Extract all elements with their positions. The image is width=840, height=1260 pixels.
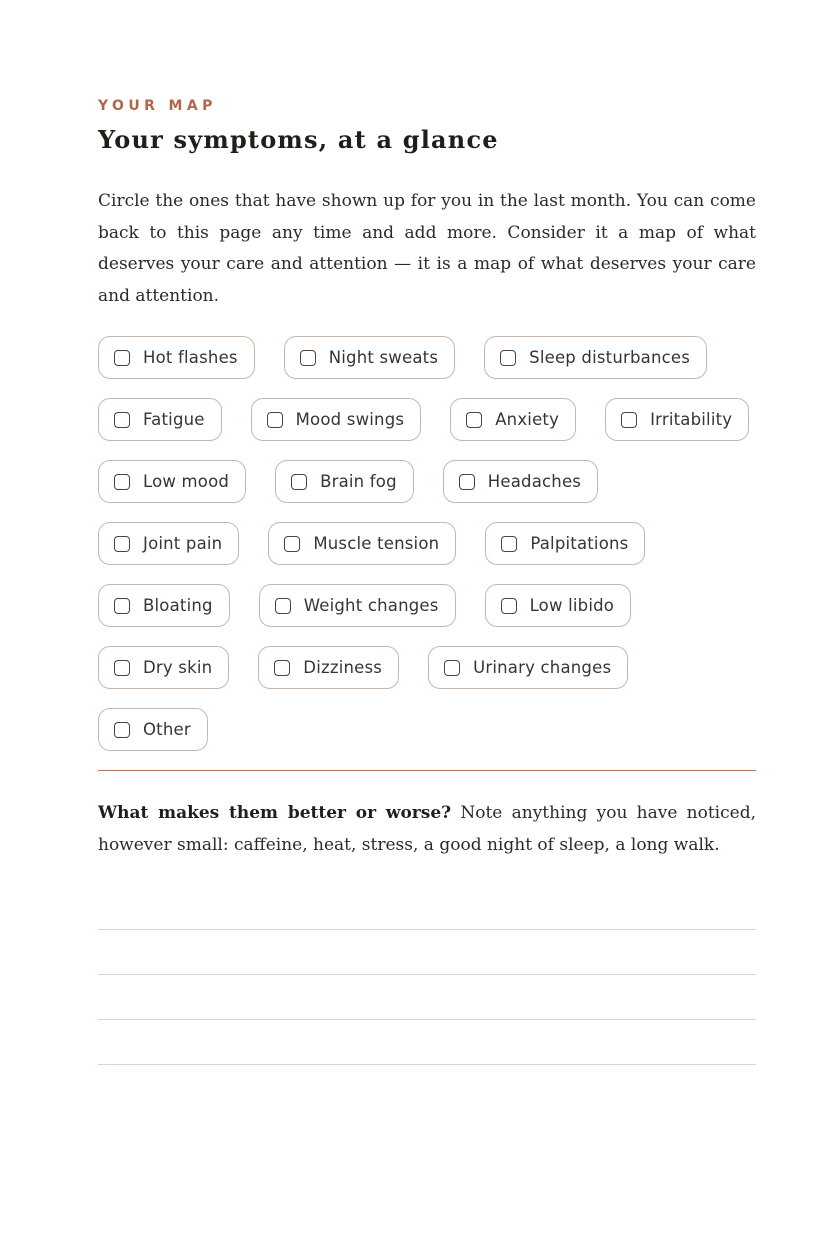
symptom-chip[interactable] [485, 584, 632, 627]
page-title: Your symptoms, at a glance [98, 125, 499, 154]
checkbox-icon[interactable] [300, 350, 316, 366]
symptom-chip[interactable] [259, 584, 456, 627]
checkbox-icon[interactable] [466, 412, 482, 428]
symptom-label: Low mood [143, 472, 230, 491]
symptom-chip[interactable] [251, 398, 422, 441]
symptom-label: Other [143, 720, 191, 739]
symptom-chip[interactable] [484, 336, 707, 379]
checkbox-icon[interactable] [444, 660, 460, 676]
checkbox-icon[interactable] [114, 660, 130, 676]
symptom-row [98, 646, 756, 691]
symptom-label: Headaches [487, 472, 582, 491]
symptom-label: Bloating [143, 596, 213, 615]
section-divider [98, 770, 756, 771]
symptom-label: Fatigue [143, 410, 205, 429]
checkbox-icon[interactable] [501, 598, 517, 614]
symptom-row [98, 584, 756, 629]
symptom-chip[interactable] [98, 460, 246, 503]
symptom-chip[interactable] [268, 522, 456, 565]
symptom-label: Joint pain [143, 534, 223, 553]
intro-paragraph: Circle the ones that have shown up for you in the last month. You can come back to this page any time and add more. Consider it a map of what deserves your care and attention — it is a map of what deserves your care and attention. [98, 191, 756, 306]
symptom-label: Mood swings [295, 410, 405, 429]
symptom-chip[interactable] [98, 336, 255, 379]
page-content [98, 96, 756, 1109]
symptom-chip[interactable] [98, 584, 230, 627]
symptom-chip[interactable] [98, 708, 208, 751]
prompt-body: Note anything you have noticed, however small: caffeine, heat, stress, a good night of sleep, a long walk. [98, 803, 756, 855]
writing-lines [98, 929, 756, 1065]
checkbox-icon[interactable] [114, 536, 130, 552]
symptom-label: Dry skin [143, 658, 213, 677]
symptom-label: Palpitations [530, 534, 629, 553]
symptom-row [98, 708, 756, 753]
writing-line[interactable] [98, 929, 756, 930]
symptom-chip[interactable] [275, 460, 414, 503]
symptom-chip[interactable] [284, 336, 455, 379]
writing-line[interactable] [98, 1019, 756, 1020]
checkbox-icon[interactable] [500, 350, 516, 366]
symptom-row [98, 336, 756, 381]
symptom-label: Urinary changes [473, 658, 612, 677]
symptom-row [98, 522, 756, 567]
checkbox-icon[interactable] [459, 474, 475, 490]
symptom-chip[interactable] [98, 522, 239, 565]
checkbox-icon[interactable] [114, 722, 130, 738]
symptom-label: Muscle tension [313, 534, 440, 553]
checkbox-icon[interactable] [501, 536, 517, 552]
prompt-lead: What makes them better or worse? [98, 803, 452, 823]
symptom-label: Weight changes [303, 596, 439, 615]
symptom-label: Low libido [529, 596, 615, 615]
symptom-label: Brain fog [320, 472, 397, 491]
checkbox-icon[interactable] [274, 660, 290, 676]
checkbox-icon[interactable] [621, 412, 637, 428]
symptom-chip[interactable] [428, 646, 628, 689]
symptom-chip[interactable] [485, 522, 645, 565]
checkbox-icon[interactable] [114, 412, 130, 428]
writing-line[interactable] [98, 974, 756, 975]
symptom-label: Anxiety [495, 410, 560, 429]
checkbox-icon[interactable] [291, 474, 307, 490]
section-eyebrow: YOUR MAP [98, 98, 217, 114]
symptom-chip[interactable] [605, 398, 749, 441]
checkbox-icon[interactable] [284, 536, 300, 552]
symptom-chip[interactable] [98, 398, 222, 441]
checkbox-icon[interactable] [114, 598, 130, 614]
symptom-chip[interactable] [443, 460, 598, 503]
symptom-label: Sleep disturbances [529, 348, 691, 367]
writing-line[interactable] [98, 1064, 756, 1065]
symptom-chip[interactable] [98, 646, 229, 689]
checkbox-icon[interactable] [267, 412, 283, 428]
symptom-row [98, 460, 756, 505]
symptom-chip[interactable] [258, 646, 399, 689]
symptom-label: Night sweats [328, 348, 439, 367]
symptom-chip[interactable] [450, 398, 576, 441]
symptom-label: Hot flashes [143, 348, 238, 367]
reflection-prompt [98, 798, 756, 861]
checkbox-icon[interactable] [114, 474, 130, 490]
symptom-row [98, 398, 756, 443]
checkbox-icon[interactable] [275, 598, 291, 614]
symptom-label: Dizziness [303, 658, 383, 677]
symptom-label: Irritability [650, 410, 733, 429]
symptom-checklist [98, 336, 756, 753]
checkbox-icon[interactable] [114, 350, 130, 366]
